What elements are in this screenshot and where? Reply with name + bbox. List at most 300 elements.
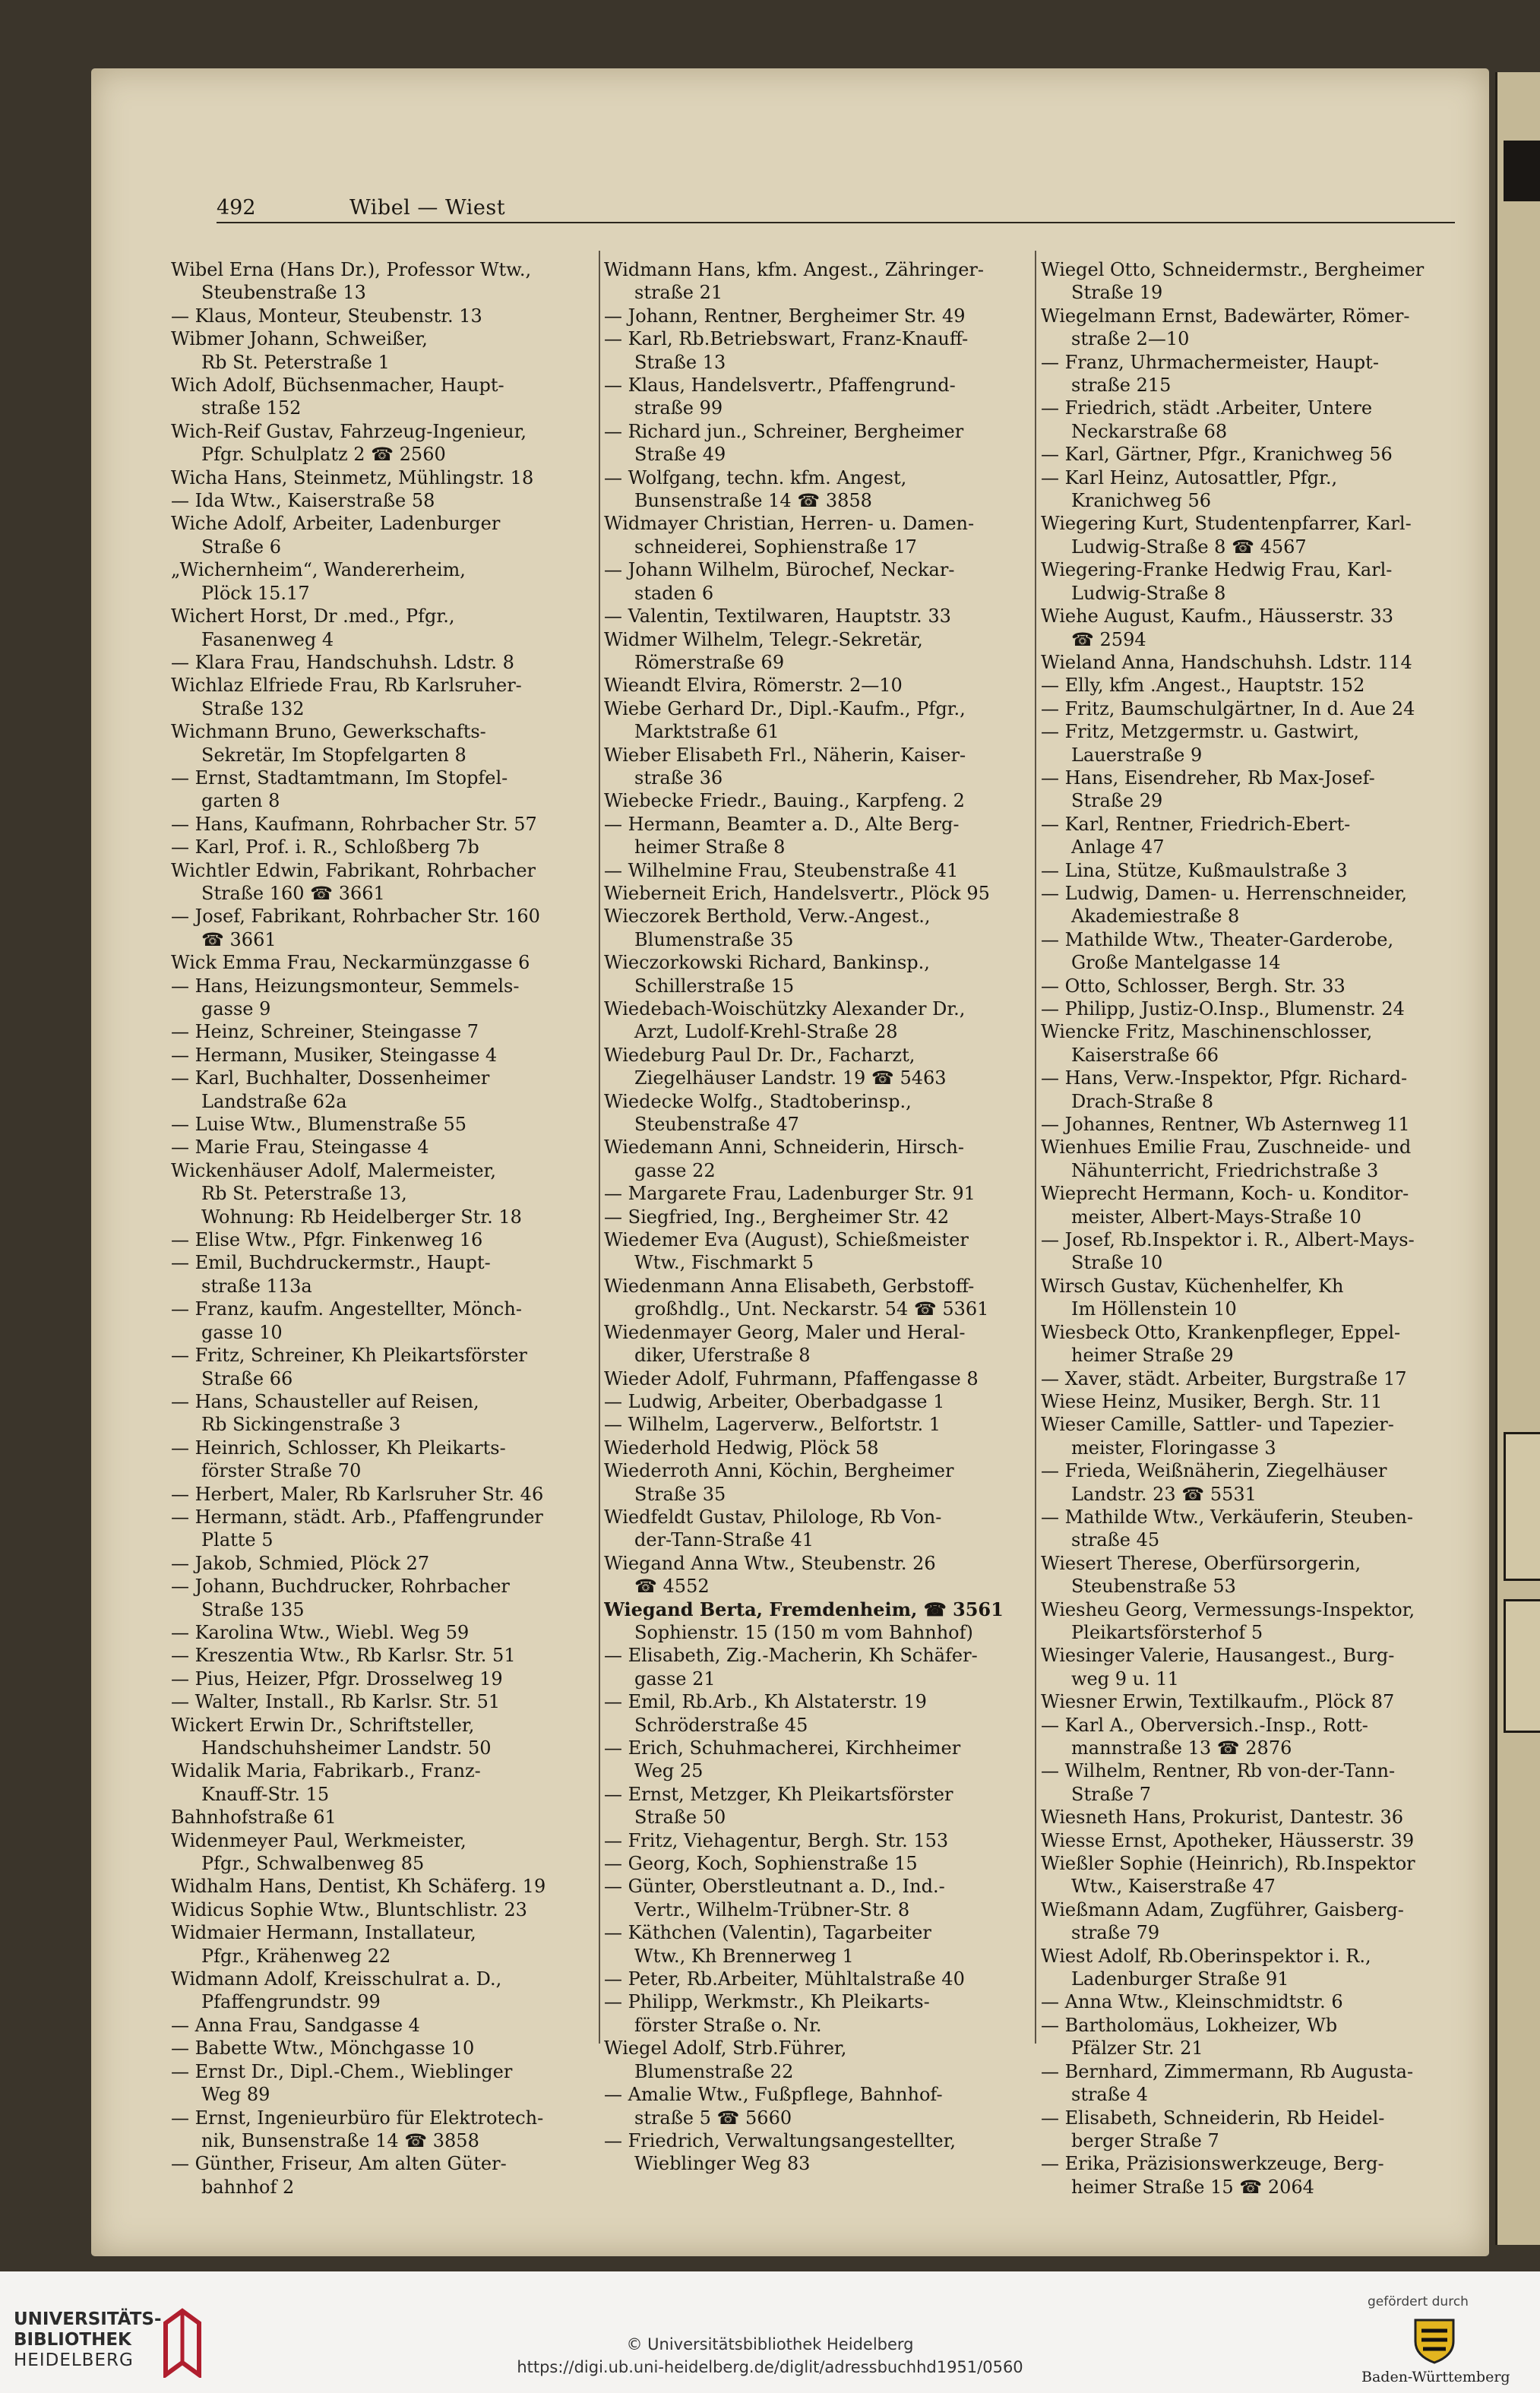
entry-continuation-line: Platte 5 [201,1529,274,1551]
directory-column-1 [171,258,593,2233]
directory-entry [171,1806,593,1829]
sponsor-name: Baden-Württemberg [1361,2369,1510,2385]
entry-continuation-line: Große Mantelgasse 14 [1071,952,1281,974]
entry-continuation-line: Knauff-Str. 15 [201,1783,330,1805]
entry-name-line: — Elisabeth, Schneiderin, Rb Heidel- [1041,2107,1385,2129]
entry-name-line: Wibel Erna (Hans Dr.), Professor Wtw., [171,259,532,280]
directory-entry [604,1852,1029,1875]
directory-entry [171,1020,593,1043]
directory-entry [171,2060,593,2107]
directory-entry [1041,2152,1466,2199]
entry-continuation-line: gasse 22 [634,1159,716,1181]
entry-name-line: Widalik Maria, Fabrikarb., Franz- [171,1760,481,1782]
entry-continuation-line: bahnhof 2 [201,2176,295,2198]
directory-entry [171,2152,593,2199]
entry-name-line: Wiesinger Valerie, Hausangest., Burg- [1041,1645,1395,1667]
entry-continuation-line: nik, Bunsenstraße 14 ☎ 3858 [201,2129,479,2151]
library-name-line: HEIDELBERG [14,2350,134,2370]
entry-name-line: Wiehe August, Kaufm., Häusserstr. 33 [1041,605,1394,627]
entry-continuation-line: Straße 13 [634,351,726,373]
directory-entry [171,1506,593,1552]
directory-entry [1041,512,1466,558]
entry-continuation-line: garten 8 [201,790,280,812]
library-name-line: UNIVERSITÄTS- [14,2309,162,2329]
directory-entry [171,258,593,305]
directory-entry [1041,928,1466,975]
entry-name-line: Wiesert Therese, Oberfürsorgerin, [1041,1552,1361,1574]
entry-name-line: Wiedenmann Anna Elisabeth, Gerbstoff- [604,1275,975,1297]
entry-name-line: — Johann Wilhelm, Bürochef, Neckar- [604,559,955,581]
entry-name-line: — Anna Frau, Sandgasse 4 [171,2014,420,2036]
entry-continuation-line: Neckarstraße 68 [1071,420,1228,442]
entry-name-line: Wiederroth Anni, Köchin, Bergheimer [604,1460,954,1482]
entry-name-line: — Philipp, Justiz-O.Insp., Blumenstr. 24 [1041,998,1405,1019]
entry-continuation-line: straße 4 [1071,2084,1148,2106]
entry-name-line: Wiest Adolf, Rb.Oberinspektor i. R., [1041,1945,1371,1967]
entry-name-line: Wiedeburg Paul Dr. Dr., Facharzt, [604,1044,915,1066]
directory-entry [1041,1690,1466,1713]
entry-continuation-line: straße 99 [634,397,723,419]
page-number: 492 [217,196,256,220]
entry-continuation-line: förster Straße 70 [201,1460,362,1482]
entry-continuation-line: weg 9 u. 11 [1071,1668,1179,1690]
entry-continuation-line: heimer Straße 29 [1071,1345,1234,1367]
entry-name-line: Widmer Wilhelm, Telegr.-Sekretär, [604,628,923,650]
entry-name-line: — Ernst Dr., Dipl.-Chem., Wieblinger [171,2060,513,2082]
entry-name-line: — Marie Frau, Steingasse 4 [171,1136,429,1159]
directory-entry [1041,351,1466,397]
entry-continuation-line: Blumenstraße 22 [634,2060,794,2082]
directory-entry [171,1251,593,1298]
directory-entry [171,651,593,674]
directory-entry [604,859,1029,882]
entry-continuation-line: Landstr. 23 ☎ 5531 [1071,1483,1257,1505]
entry-name-line: — Fritz, Metzgermstr. u. Gastwirt, [1041,721,1360,743]
directory-entry [604,1921,1029,1968]
entry-continuation-line: Akademiestraße 8 [1071,906,1240,928]
page-header [217,191,1455,223]
directory-entry [171,466,593,489]
entry-continuation-line: Sophienstr. 15 (150 m vom Bahnhof) [634,1621,973,1643]
entry-name-line: — Richard jun., Schreiner, Bergheimer [604,420,964,442]
directory-entry [1041,859,1466,882]
directory-entry [1041,466,1466,513]
entry-name-line: — Fritz, Schreiner, Kh Pleikartsförster [171,1345,527,1367]
directory-entry [171,1344,593,1390]
entry-name-line: Wieland Anna, Handschuhsh. Ldstr. 114 [1041,651,1412,673]
entry-name-line: Wichmann Bruno, Gewerkschafts- [171,721,486,743]
entry-continuation-line: ☎ 4552 [634,1576,710,1598]
entry-continuation-line: meister, Albert-Mays-Straße 10 [1071,1206,1361,1228]
directory-entry [1041,2107,1466,2153]
column-divider [599,251,600,2044]
entry-name-line: Widmann Hans, kfm. Angest., Zähringer- [604,259,985,280]
directory-entry [1041,1459,1466,1506]
entry-name-line: — Hans, Eisendreher, Rb Max-Josef- [1041,767,1375,789]
directory-entry [1041,2060,1466,2107]
entry-name-line: — Bartholomäus, Lokheizer, Wb [1041,2014,1338,2036]
entry-continuation-line: Rb St. Peterstraße 1 [201,351,390,373]
entry-continuation-line: meister, Floringasse 3 [1071,1437,1276,1459]
entry-name-line: Wiesneth Hans, Prokurist, Dantestr. 36 [1041,1807,1403,1829]
entry-name-line: — Josef, Fabrikant, Rohrbacher Str. 160 [171,906,540,928]
directory-entry [604,674,1029,697]
directory-entry [171,1875,593,1898]
entry-name-line: — Ludwig, Damen- u. Herrenschneider, [1041,882,1407,904]
entry-continuation-line: Straße 7 [1071,1783,1151,1805]
directory-entry [604,628,1029,675]
directory-entry [604,1968,1029,1990]
directory-entry [604,1367,1029,1390]
entry-name-line: — Ida Wtw., Kaiserstraße 58 [171,490,435,512]
entry-name-line: Wich Adolf, Büchsenmacher, Haupt- [171,375,504,397]
entry-continuation-line: Straße 19 [1071,282,1163,304]
directory-column-3 [1041,258,1466,2233]
entry-continuation-line: Marktstraße 61 [634,721,779,743]
directory-entry [1041,397,1466,443]
directory-entry [171,1298,593,1344]
directory-entry [1041,1552,1466,1598]
entry-name-line: Bahnhofstraße 61 [171,1807,337,1829]
directory-entry [1041,813,1466,859]
sponsor-label: gefördert durch [1368,2294,1469,2309]
directory-entry [1041,1714,1466,1760]
directory-entry [1041,1182,1466,1228]
entry-name-line: — Valentin, Textilwaren, Hauptstr. 33 [604,605,951,627]
entry-name-line: Wiederhold Hedwig, Plöck 58 [604,1437,879,1459]
directory-entry [1041,651,1466,674]
entry-name-line: Wiegering-Franke Hedwig Frau, Karl- [1041,559,1393,581]
directory-entry [171,1159,593,1228]
entry-continuation-line: förster Straße o. Nr. [634,2014,822,2036]
entry-name-line: — Karl, Gärtner, Pfgr., Kranichweg 56 [1041,444,1393,466]
directory-entry [604,1413,1029,1436]
entry-name-line: — Karl Heinz, Autosattler, Pfgr., [1041,466,1338,488]
entry-name-line: Widmann Adolf, Kreisschulrat a. D., [171,1968,502,1990]
entry-name-line: — Anna Wtw., Kleinschmidtstr. 6 [1041,1991,1343,2013]
entry-name-line: — Xaver, städt. Arbeiter, Burgstraße 17 [1041,1367,1407,1389]
entry-name-line: — Mathilde Wtw., Theater-Garderobe, [1041,928,1394,950]
directory-entry [1041,305,1466,351]
entry-name-line: — Klaus, Handelsvertr., Pfaffengrund- [604,375,956,397]
directory-entry [604,1875,1029,1921]
entry-name-line: — Karl, Rb.Betriebswart, Franz-Knauff- [604,328,969,350]
directory-entry [604,1598,1029,1645]
entry-name-line: Wieczorkowski Richard, Bankinsp., [604,952,930,974]
entry-name-line: — Günter, Oberstleutnant a. D., Ind.- [604,1876,945,1898]
directory-entry [604,744,1029,790]
entry-name-line: — Hermann, städt. Arb., Pfaffengrunder [171,1506,543,1528]
entry-continuation-line: heimer Straße 8 [634,836,786,858]
directory-entry [171,1714,593,1760]
entry-name-line: Wickenhäuser Adolf, Malermeister, [171,1159,497,1181]
directory-entry [1041,1136,1466,1182]
entry-continuation-line: straße 45 [1071,1529,1160,1551]
directory-entry [1041,443,1466,466]
directory-entry [604,1644,1029,1690]
directory-entry [604,1182,1029,1205]
entry-name-line: — Hans, Verw.-Inspektor, Pfgr. Richard- [1041,1067,1408,1089]
entry-name-line: — Kreszentia Wtw., Rb Karlsr. Str. 51 [171,1645,516,1667]
entry-name-line: Wiesse Ernst, Apotheker, Häusserstr. 39 [1041,1829,1415,1851]
entry-name-line: — Karl, Buchhalter, Dossenheimer [171,1067,490,1089]
directory-entry [604,1044,1029,1090]
directory-entry [171,1044,593,1067]
entry-continuation-line: straße 21 [634,282,723,304]
directory-entry [171,558,593,605]
entry-name-line: — Wilhelm, Rentner, Rb von-der-Tann- [1041,1760,1396,1782]
entry-name-line: Wiegand Anna Wtw., Steubenstr. 26 [604,1552,936,1574]
entry-continuation-line: Wtw., Kh Brennerweg 1 [634,1945,854,1967]
entry-name-line: — Mathilde Wtw., Verkäuferin, Steuben- [1041,1506,1413,1528]
directory-entry [1041,2014,1466,2060]
source-url[interactable]: https://digi.ub.uni-heidelberg.de/diglit/adressbuchhd1951/0560 [517,2358,1023,2376]
entry-continuation-line: Kranichweg 56 [1071,490,1212,512]
entry-continuation-line: der-Tann-Straße 41 [634,1529,814,1551]
directory-entry [1041,697,1466,720]
entry-continuation-line: Arzt, Ludolf-Krehl-Straße 28 [634,1021,898,1043]
entry-continuation-line: Rb St. Peterstraße 13, [201,1183,407,1205]
entry-name-line: — Klaus, Monteur, Steubenstr. 13 [171,305,482,327]
entry-name-line: Wiegel Otto, Schneidermstr., Bergheimer [1041,259,1425,280]
entry-continuation-line: Schröderstraße 45 [634,1714,808,1736]
directory-entry [604,558,1029,605]
entry-name-line: Wick Emma Frau, Neckarmünzgasse 6 [171,952,530,974]
entry-name-line: — Jakob, Schmied, Plöck 27 [171,1552,430,1574]
directory-entry [604,1829,1029,1852]
directory-entry [1041,1367,1466,1390]
entry-name-line: — Hans, Schausteller auf Reisen, [171,1390,479,1412]
directory-entry [1041,767,1466,813]
entry-continuation-line: Ziegelhäuser Landstr. 19 ☎ 5463 [634,1067,947,1089]
directory-entry [171,1552,593,1575]
entry-continuation-line: berger Straße 7 [1071,2129,1219,2151]
entry-continuation-line: Wtw., Fischmarkt 5 [634,1252,814,1274]
entry-name-line: — Käthchen (Valentin), Tagarbeiter [604,1922,931,1944]
entry-name-line: Wiesner Erwin, Textilkaufm., Plöck 87 [1041,1691,1395,1713]
entry-continuation-line: Ludwig-Straße 8 ☎ 4567 [1071,536,1307,558]
directory-entry [1041,975,1466,997]
directory-entry [171,1921,593,1968]
entry-continuation-line: Anlage 47 [1071,836,1165,858]
entry-continuation-line: ☎ 2594 [1071,628,1146,650]
entry-continuation-line: Wohnung: Rb Heidelberger Str. 18 [201,1206,522,1228]
directory-entry [171,1136,593,1159]
directory-entry [1041,1759,1466,1806]
directory-entry [171,813,593,836]
entry-name-line: Widmayer Christian, Herren- u. Damen- [604,513,975,535]
directory-entry [604,1437,1029,1459]
directory-entry [171,305,593,327]
directory-entry [604,1690,1029,1737]
entry-continuation-line: Ludwig-Straße 8 [1071,582,1226,604]
entry-continuation-line: Pfgr. Schulplatz 2 ☎ 2560 [201,444,446,466]
entry-name-line: — Amalie Wtw., Fußpflege, Bahnhof- [604,2084,943,2106]
state-coat-of-arms-icon [1409,2316,1459,2364]
directory-entry [604,1990,1029,2037]
directory-entry [171,2037,593,2059]
entry-continuation-line: Lauerstraße 9 [1071,744,1203,766]
entry-name-line: Wiebe Gerhard Dr., Dipl.-Kaufm., Pfgr., [604,697,966,719]
directory-entry [1041,720,1466,767]
entry-name-line: — Erika, Präzisionswerkzeuge, Berg- [1041,2153,1384,2175]
directory-entry [1041,258,1466,305]
entry-name-line: — Klara Frau, Handschuhsh. Ldstr. 8 [171,651,514,673]
entry-name-line: Wich-Reif Gustav, Fahrzeug-Ingenieur, [171,420,527,442]
entry-name-line: — Lina, Stütze, Kußmaulstraße 3 [1041,859,1348,881]
copyright-notice: © Universitätsbibliothek Heidelberg [626,2335,914,2353]
entry-continuation-line: Plöck 15.17 [201,582,310,604]
directory-entry [604,420,1029,466]
entry-name-line: Wiedemann Anni, Schneiderin, Hirsch- [604,1136,964,1159]
entry-name-line: — Wilhelmine Frau, Steubenstraße 41 [604,859,959,881]
directory-entry [171,905,593,951]
directory-entry [1041,1598,1466,1645]
entry-continuation-line: Steubenstraße 47 [634,1114,799,1136]
entry-name-line: — Elise Wtw., Pfgr. Finkenweg 16 [171,1229,483,1251]
entry-continuation-line: Weg 89 [201,2084,270,2106]
entry-continuation-line: großhdlg., Unt. Neckarstr. 54 ☎ 5361 [634,1298,989,1320]
entry-name-line: Wichert Horst, Dr .med., Pfgr., [171,605,455,627]
directory-entry [1041,1067,1466,1113]
entry-continuation-line: Fasanenweg 4 [201,628,334,650]
entry-continuation-line: schneiderei, Sophienstraße 17 [634,536,917,558]
entry-name-line: — Ernst, Stadtamtmann, Im Stopfel- [171,767,508,789]
directory-entry [171,374,593,420]
entry-name-line: — Johannes, Rentner, Wb Asternweg 11 [1041,1114,1410,1136]
entry-continuation-line: straße 2—10 [1071,328,1190,350]
entry-continuation-line: straße 152 [201,397,302,419]
entry-name-line: — Peter, Rb.Arbeiter, Mühltalstraße 40 [604,1968,965,1990]
entry-name-line: Wichlaz Elfriede Frau, Rb Karlsruher- [171,675,522,697]
entry-continuation-line: gasse 9 [201,998,271,1019]
directory-entry [1041,1806,1466,1829]
directory-entry [604,374,1029,420]
entry-continuation-line: Vertr., Wilhelm-Trübner-Str. 8 [634,1898,910,1920]
directory-entry [171,1067,593,1113]
directory-entry [604,1090,1029,1136]
entry-name-line: Wiencke Fritz, Maschinenschlosser, [1041,1021,1373,1043]
directory-entry [171,951,593,974]
directory-entry [604,1206,1029,1228]
entry-continuation-line: Pfgr., Krähenweg 22 [201,1945,391,1967]
entry-name-line: — Fritz, Viehagentur, Bergh. Str. 153 [604,1829,949,1851]
directory-entry [171,1668,593,1690]
entry-continuation-line: Schillerstraße 15 [634,975,795,997]
directory-entry [604,951,1029,997]
directory-entry [171,674,593,720]
entry-name-line: — Ludwig, Arbeiter, Oberbadgasse 1 [604,1390,945,1412]
entry-name-line: Wieprecht Hermann, Koch- u. Konditor- [1041,1183,1409,1205]
directory-entry [1041,1020,1466,1067]
entry-name-line: — Hans, Heizungsmonteur, Semmels- [171,975,520,997]
directory-entry [604,605,1029,627]
entry-continuation-line: Straße 132 [201,697,305,719]
directory-entry [604,813,1029,859]
entry-name-line: — Siegfried, Ing., Bergheimer Str. 42 [604,1206,950,1228]
entry-continuation-line: straße 113a [201,1275,312,1297]
entry-name-line: — Hans, Kaufmann, Rohrbacher Str. 57 [171,813,537,835]
directory-entry [1041,1852,1466,1898]
directory-entry [604,258,1029,305]
entry-continuation-line: Straße 49 [634,444,726,466]
entry-continuation-line: straße 5 ☎ 5660 [634,2107,792,2129]
entry-continuation-line: Pleikartsförsterhof 5 [1071,1621,1263,1643]
entry-continuation-line: Wieblinger Weg 83 [634,2153,811,2175]
directory-entry [604,1552,1029,1598]
entry-name-line: — Hermann, Beamter a. D., Alte Berg- [604,813,960,835]
entry-name-line: — Otto, Schlosser, Bergh. Str. 33 [1041,975,1346,997]
entry-name-line: — Georg, Koch, Sophienstraße 15 [604,1853,918,1875]
column-divider [1035,251,1036,2044]
entry-continuation-line: gasse 10 [201,1321,283,1343]
directory-entry [604,466,1029,513]
entry-name-line: Wiche Adolf, Arbeiter, Ladenburger [171,513,501,535]
directory-entry [171,859,593,906]
directory-entry [171,767,593,813]
directory-entry [1041,882,1466,928]
directory-entry [604,2083,1029,2129]
entry-continuation-line: Wtw., Kaiserstraße 47 [1071,1876,1276,1898]
entry-name-line: Wirsch Gustav, Küchenhelfer, Kh [1041,1275,1344,1297]
directory-entry [604,327,1029,374]
entry-continuation-line: Im Höllenstein 10 [1071,1298,1237,1320]
entry-continuation-line: Weg 25 [634,1760,704,1782]
directory-entry [1041,1506,1466,1552]
entry-name-line: — Günther, Friseur, Am alten Güter- [171,2153,507,2175]
directory-entry [604,2129,1029,2176]
entry-name-line: — Ernst, Ingenieurbüro für Elektrotech- [171,2107,544,2129]
directory-entry [604,1783,1029,1829]
directory-entry [171,836,593,858]
directory-entry [1041,1644,1466,1690]
entry-continuation-line: Steubenstraße 13 [201,282,366,304]
entry-name-line: Wiese Heinz, Musiker, Bergh. Str. 11 [1041,1390,1383,1412]
digitization-footer [0,2271,1540,2393]
directory-entry [171,605,593,651]
entry-continuation-line: Sekretär, Im Stopfelgarten 8 [201,744,466,766]
directory-entry [171,1898,593,1921]
directory-entry [604,997,1029,1044]
entry-name-line: — Emil, Rb.Arb., Kh Alstaterstr. 19 [604,1691,927,1713]
directory-entry [171,1759,593,1806]
directory-entry [604,1136,1029,1182]
entry-name-line: — Elly, kfm .Angest., Hauptstr. 152 [1041,675,1365,697]
entry-name-line: — Elisabeth, Zig.-Macherin, Kh Schäfer- [604,1645,978,1667]
entry-name-line: — Herbert, Maler, Rb Karlsruher Str. 46 [171,1483,544,1505]
entry-name-line: — Pius, Heizer, Pfgr. Drosselweg 19 [171,1668,503,1690]
entry-name-line: Wiegel Adolf, Strb.Führer, [604,2037,847,2059]
entry-name-line: — Ernst, Metzger, Kh Pleikartsförster [604,1783,953,1805]
entry-continuation-line: Drach-Straße 8 [1071,1090,1214,1112]
entry-name-line: — Karl, Rentner, Friedrich-Ebert- [1041,813,1351,835]
entry-name-line: — Karl, Prof. i. R., Schloßberg 7b [171,836,479,858]
directory-entry [1041,558,1466,605]
entry-name-line: — Franz, kaufm. Angestellter, Mönch- [171,1298,522,1320]
entry-name-line: Wiegelmann Ernst, Badewärter, Römer- [1041,305,1410,327]
entry-name-line: — Emil, Buchdruckermstr., Haupt- [171,1252,491,1274]
entry-name-line: Wiesbeck Otto, Krankenpfleger, Eppel- [1041,1321,1401,1343]
entry-name-line: Widmaier Hermann, Installateur, [171,1922,476,1944]
entry-name-line: — Heinz, Schreiner, Steingasse 7 [171,1021,479,1043]
entry-name-line: Widicus Sophie Wtw., Bluntschlistr. 23 [171,1898,527,1920]
directory-entry [604,1275,1029,1321]
entry-continuation-line: Straße 135 [201,1598,305,1620]
entry-name-line: Widhalm Hans, Dentist, Kh Schäferg. 19 [171,1876,546,1898]
directory-entry [171,1113,593,1136]
directory-entry [1041,1898,1466,1945]
entry-name-line: — Karolina Wtw., Wiebl. Weg 59 [171,1621,470,1643]
